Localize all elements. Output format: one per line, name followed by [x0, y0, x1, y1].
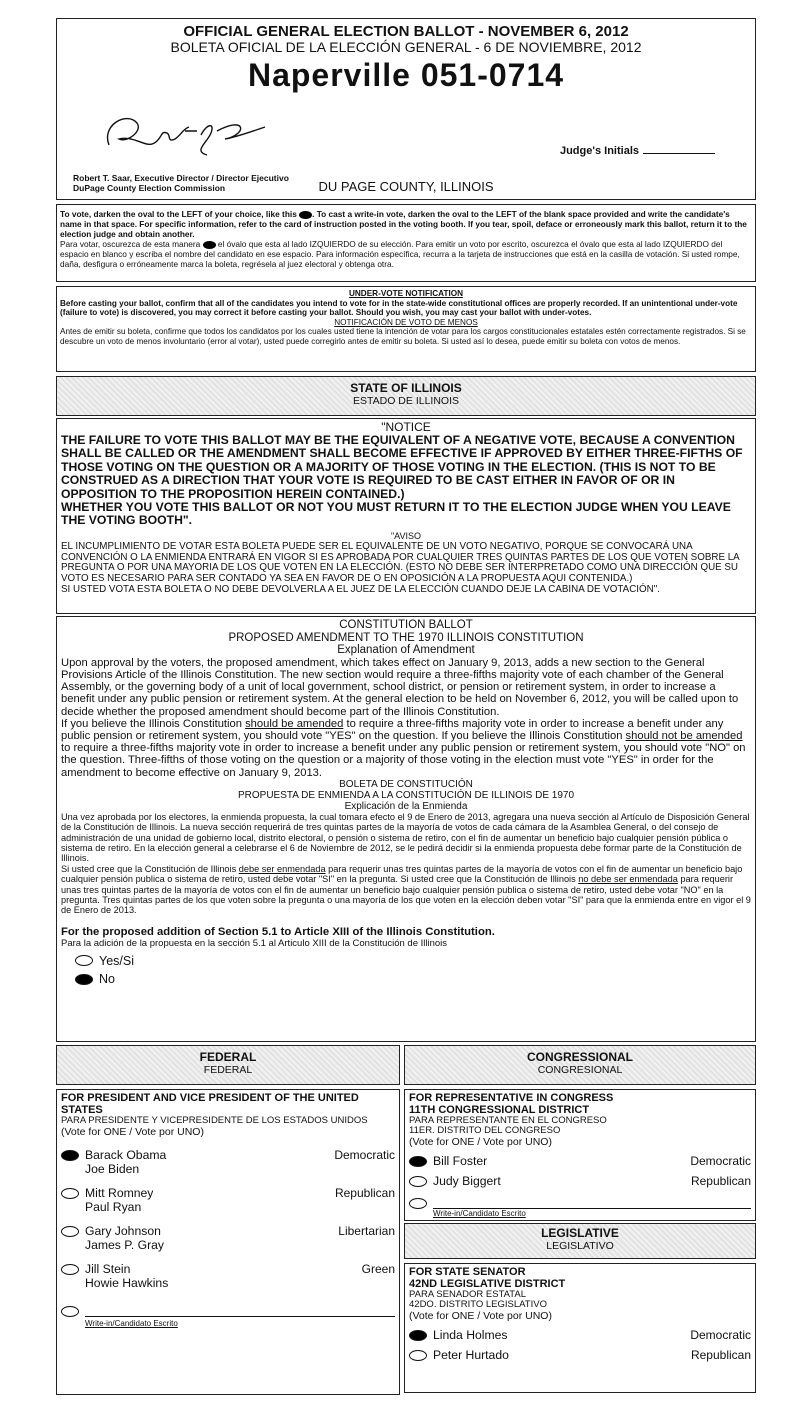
constitution-paragraph-1: Upon approval by the voters, the proposed amendment, which takes effect on January 9, 2013, adds a new section to the General Provisions Article of the Illinois Constitution. The new section would require a three-fifths majority vote of each chamber of the General Assembly, or the governing body of a unit of local government, school district, or pension or retirement system, in order to increase a benefit under any public pension or retirement system. At the general election to be held on November 6, 2012, you will be called upon to decide whether the proposed amendment should become part of the Illinois Constitution. [61, 656, 739, 718]
constitution-heading: CONSTITUTION BALLOT [339, 619, 473, 631]
candidate-party: Democratic [334, 1148, 395, 1162]
undervote-notification [56, 286, 756, 372]
ballot-header [56, 18, 756, 200]
vote-oval[interactable] [409, 1198, 427, 1209]
race-title-es: PARA PRESIDENTE Y VICEPRESIDENTE DE LOS ESTADOS UNIDOS [61, 1115, 368, 1126]
proposal-question-es: Para la adición de la propuesta en la sección 5.1 al Articulo XIII de la Constitución de Illinois [61, 937, 448, 949]
federal-title: FEDERAL [199, 1050, 257, 1064]
undervote-body-es: Antes de emitir su boleta, confirme que todos los candidatos por los cuales usted tiene la intención de votar para los cargos constitucionales estatales estén correctamente registrados. Si se descubre un voto de menos involuntario (error al votar), usted puede corregirlo antes de emitir su boleta. Si usted así lo desea, puede emitir su boleta con votos de menos. [60, 327, 746, 346]
judge-initials [560, 145, 715, 157]
candidate-row[interactable] [409, 1154, 751, 1168]
write-in-row[interactable] [409, 1196, 751, 1209]
race-district-es: 42DO. DISTRITO LEGISLATIVO [409, 1299, 547, 1310]
candidate-party: Libertarian [338, 1224, 395, 1238]
ballot-title: OFFICIAL GENERAL ELECTION BALLOT - NOVEMBER 6, 2012 [183, 23, 629, 40]
race-district-es: 11ER. DISTRITO DEL CONGRESO [409, 1125, 561, 1136]
state-title: STATE OF ILLINOIS [350, 381, 462, 395]
candidate-columns [56, 1045, 756, 1395]
notice-body: THE FAILURE TO VOTE THIS BALLOT MAY BE THE EQUIVALENT OF A NEGATIVE VOTE, BECAUSE A CONVENTION SHALL BE CALLED OR THE AMENDMENT SHALL BECOME EFFECTIVE IF APPROVED BY EITHER THREE-FIFTHS OF THOSE VOTING ON THE QUESTION OR A MAJORITY OF THOSE VOTING IN THE ELECTION. (THIS IS NOT TO BE CONSTRUED AS A DIRECTION THAT YOUR VOTE IS REQUIRED TO BE CAST EITHER IN FAVOR OF OR IN OPPOSITION TO THE PROPOSITION HEREIN CONTAINED.) [61, 433, 743, 501]
candidate-name: Bill Foster [433, 1154, 488, 1168]
constitution-subheading-es: PROPUESTA DE ENMIENDA A LA CONSTITUCIÓN DE ILLINOIS DE 1970 [237, 789, 575, 801]
notice-body-es: EL INCUMPLIMIENTO DE VOTAR ESTA BOLETA PUEDE SER EL EQUIVALENTE DE UN VOTO NEGATIVO, PORQUE SE CONVOCARÁ UNA CONVENCIÓN O LA ENMIENDA ENTRARÁ EN VIGOR SI ES APROBADA POR CUALQUIER TRES QUINTAS PARTES DE LOS QUE VOTEN SOBRE LA PREGUNTA O POR UNA MAYORIA DE LOS QUE VOTEN EN LA ELECCIÓN. (ESTO NO DEBE SER INTERPRETADO COMO UNA DIRECCIÓN QUE SU VOTO ES NECESARIO PARA SER CONTADO YA SEA EN FAVOR DE O EN OPOSICIÓN A LA PROPUESTA AQUI CONTENIDA.) [61, 540, 740, 585]
candidate-row[interactable] [61, 1186, 395, 1214]
undervote-body: Before casting your ballot, confirm that all of the candidates you intend to vote for in the state-wide constitutional offices are properly recorded. If an unintentional under-vote (failure to vote) is discovered, you may correct it before casting your ballot. Should you wish, you may cast your ballot with under-votes. [60, 298, 738, 317]
race-district: 42ND LEGISLATIVE DISTRICT [409, 1277, 566, 1290]
notice-heading: "NOTICE [381, 420, 431, 434]
signer-line-2: DuPage County Election Commission [73, 183, 226, 193]
signature-image [97, 105, 297, 165]
congress-candidates [409, 1154, 751, 1188]
write-in-row[interactable] [61, 1304, 395, 1317]
candidate-name [85, 1224, 338, 1252]
precinct-name: Naperville 051-0714 [247, 57, 565, 93]
candidate-party: Democratic [690, 1154, 751, 1168]
congress-race [404, 1089, 756, 1221]
candidate-row[interactable] [409, 1328, 751, 1342]
congressional-title: CONGRESSIONAL [526, 1050, 633, 1064]
candidate-row[interactable] [409, 1174, 751, 1188]
constitution-paragraph-2: If you believe the Illinois Constitution should be amended to require a three-fifths majority vote in order to increase a benefit under any public pension or retirement system, you should vote "YES" on the question. If you believe the Illinois Constitution should not be amended to require a three-fifths majority vote in order to increase a benefit under any public pension or retirement system, you should vote "NO" on the question. Three-fifths of those voting on the question or a majority of those voting in the election must vote "YES" in order for the amendment to become effective on January 9, 2013. [61, 717, 746, 779]
constitution-subheading: PROPOSED AMENDMENT TO THE 1970 ILLINOIS CONSTITUTION [228, 631, 584, 644]
candidate-name: Judy Biggert [433, 1174, 501, 1188]
instructions-es: Para votar, oscurezca de esta manera el óvalo que esta al lado IZQUIERDO de su elección. Para emitir un voto por escrito, oscurezca el óvalo que esta al lado IZQUIERDO del espacio en blanco y escriba el nombre del candidato en ese espacio. Para información específica, recurra a la tarjeta de instrucciones que está en la casilla de votación. Si usted rompe, daña, desfigura o erróneamente marca la boleta, regrésela al juez electoral y obtenga otra. [60, 239, 740, 269]
candidate-name: Peter Hurtado [433, 1348, 509, 1362]
candidate-name-1: Mitt Romney [85, 1186, 154, 1200]
vote-oval[interactable] [409, 1176, 427, 1187]
race-title: FOR STATE SENATOR [409, 1266, 526, 1278]
proposal-question: For the proposed addition of Section 5.1 to Article XIII of the Illinois Constitution. [61, 925, 495, 938]
signer-line-1: Robert T. Saar, Executive Director / Director Ejecutivo [73, 173, 289, 183]
senate-race [404, 1263, 756, 1393]
federal-section-header [56, 1045, 400, 1085]
candidate-name-2: James P. Gray [85, 1238, 165, 1252]
president-race [56, 1089, 400, 1395]
candidate-party: Republican [334, 1186, 395, 1200]
vote-oval-filled[interactable] [61, 1150, 79, 1161]
vote-oval[interactable] [61, 1188, 79, 1199]
congressional-title-es: CONGRESIONAL [537, 1064, 623, 1076]
candidate-name-2: Howie Hawkins [85, 1276, 169, 1290]
candidate-name-2: Joe Biden [85, 1162, 140, 1176]
constitution-explanation-heading: Explanation of Amendment [337, 644, 475, 657]
candidate-name [85, 1186, 335, 1214]
write-in-line[interactable] [433, 1196, 751, 1209]
candidate-name-2: Paul Ryan [85, 1200, 142, 1214]
candidate-name-1: Jill Stein [85, 1262, 131, 1276]
candidate-row[interactable] [61, 1148, 395, 1176]
county-name: DU PAGE COUNTY, ILLINOIS [318, 179, 494, 194]
candidate-name-1: Gary Johnson [85, 1224, 161, 1238]
candidate-party: Republican [690, 1348, 751, 1362]
federal-column [56, 1045, 400, 1395]
judge-initials-label: Judge's Initials [559, 145, 639, 157]
race-title-es: PARA SENADOR ESTATAL [409, 1289, 527, 1300]
vote-oval[interactable] [409, 1350, 427, 1361]
write-in-label: Write-in/Candidato Escrito [85, 1319, 178, 1328]
choice-yes-label: Yes/Si [99, 953, 134, 968]
vote-oval-filled[interactable] [409, 1156, 427, 1167]
candidate-name: Linda Holmes [433, 1328, 508, 1342]
instructions-box [56, 204, 756, 282]
state-title-es: ESTADO DE ILLINOIS [353, 395, 459, 407]
candidate-party: Republican [690, 1174, 751, 1188]
race-title: FOR PRESIDENT AND VICE PRESIDENT OF THE UNITED STATES [61, 1092, 359, 1116]
vote-for-one: (Vote for ONE / Vote por UNO) [409, 1310, 552, 1322]
race-title: FOR REPRESENTATIVE IN CONGRESS [409, 1092, 614, 1104]
constitution-heading-es: BOLETA DE CONSTITUCIÓN [339, 778, 473, 790]
federal-title-es: FEDERAL [203, 1064, 253, 1076]
notice-heading-es: "AVISO [390, 530, 422, 541]
legislative-title-es: LEGISLATIVO [546, 1240, 614, 1252]
race-district: 11TH CONGRESSIONAL DISTRICT [409, 1103, 590, 1116]
president-candidates [61, 1148, 395, 1290]
undervote-heading: UNDER-VOTE NOTIFICATION [348, 289, 463, 298]
notice-body-2-es: SI USTED VOTA ESTA BOLETA O NO DEBE DEVOLVERLA A EL JUEZ DE LA ELECCIÓN CUANDO DEJE LA CABINA DE VOTACIÓN". [61, 584, 660, 596]
candidate-row[interactable] [61, 1262, 395, 1290]
senate-candidates [409, 1328, 751, 1362]
vote-oval[interactable] [61, 1306, 79, 1317]
filled-oval-icon [299, 211, 312, 219]
constitution-ballot [56, 616, 756, 1042]
legislative-title: LEGISLATIVE [541, 1226, 619, 1240]
vote-oval-filled[interactable] [75, 974, 93, 985]
candidate-row[interactable] [61, 1224, 395, 1252]
notice-box [56, 418, 756, 614]
right-column [404, 1045, 756, 1393]
candidate-name-1: Barack Obama [85, 1148, 167, 1162]
constitution-paragraph-2-es: Si usted cree que la Constitución de Illinois debe ser enmendada para requerir unas tres quintas partes de la mayoría de votos con el fin de aumentar un beneficio bajo cualquier pensión publica o sistema de retiro, usted debe votar "SI" en la pregunta. Si usted cree que la Constitución de Illinois no debe ser enmendada para requerir unas tres quintas partes de la mayoría de votos con el fin de aumentar un beneficio bajo cualquier pensión publica o sistema de retiro, usted debe votar "NO" en la pregunta. Tres quintas partes de los que voten sobre la pregunta o una mayoría de los que voten en la elección deben votar "SI" para que la enmienda entre en vigor el 9 de Enero de 2013. [61, 863, 751, 916]
instructions-en: To vote, darken the oval to the LEFT of your choice, like this . To cast a write-in vote, darken the oval to the LEFT of the blank space provided and write the candidate's name in that space. For specific information, refer to the card of instruction posted in the voting booth. If you tear, spoil, deface or erroneously mark this ballot, return it to the election judge and obtain another. [60, 209, 747, 239]
notice-body-2: WHETHER YOU VOTE THIS BALLOT OR NOT YOU MUST RETURN IT TO THE ELECTION JUDGE WHEN YOU LEAVE THE VOTING BOOTH". [61, 500, 731, 528]
candidate-party: Democratic [690, 1328, 751, 1342]
vote-oval[interactable] [61, 1264, 79, 1275]
vote-oval-filled[interactable] [409, 1330, 427, 1341]
vote-oval[interactable] [61, 1226, 79, 1237]
vote-oval[interactable] [75, 955, 93, 966]
race-title-es: PARA REPRESENTANTE EN EL CONGRESO [409, 1115, 607, 1126]
legislative-section-header [404, 1223, 756, 1259]
write-in-label: Write-in/Candidato Escrito [433, 1209, 526, 1218]
vote-for-one: (Vote for ONE / Vote por UNO) [409, 1136, 552, 1148]
candidate-row[interactable] [409, 1348, 751, 1362]
congressional-section-header [404, 1045, 756, 1085]
choice-no-label: No [99, 972, 115, 987]
choice-yes[interactable] [75, 955, 751, 967]
write-in-line[interactable] [85, 1304, 395, 1317]
ballot-subtitle: BOLETA OFICIAL DE LA ELECCIÓN GENERAL - 6 DE NOVIEMBRE, 2012 [170, 39, 642, 55]
judge-initials-line [643, 153, 715, 154]
undervote-heading-es: NOTIFICACIÓN DE VOTO DE MENOS [334, 317, 478, 327]
vote-for-one: (Vote for ONE / Vote por UNO) [61, 1126, 204, 1138]
state-section-header [56, 376, 756, 416]
candidate-name [85, 1148, 334, 1176]
choice-no[interactable] [75, 973, 751, 985]
constitution-explanation-heading-es: Explicación de la Enmienda [344, 800, 468, 812]
constitution-paragraph-1-es: Una vez aprobada por los electores, la enmienda propuesta, la cual tomara efecto el 9 de Enero de 2013, agregara una nueva sección al Artículo de Disposición General de la Constitución de Illinois. La nueva sección requerirá de tres quintas partes de la mayoría de votos de cada cámara de la Asamblea General, o del consejo de administración de una unidad de gobierno local, distrito electoral, o pensión o sistema de retiro, con el fin de aumentar un beneficio bajo cualquier pensión pública o sistema de retiro. En la elección general a celebrarse el 6 de Noviembre de 2012, se le pedirá decidir si la enmienda propuesta debe formar parte de la Constitución de Illinois. [61, 811, 750, 864]
candidate-party: Green [361, 1262, 395, 1276]
candidate-name [85, 1262, 362, 1290]
filled-oval-icon [203, 241, 216, 249]
